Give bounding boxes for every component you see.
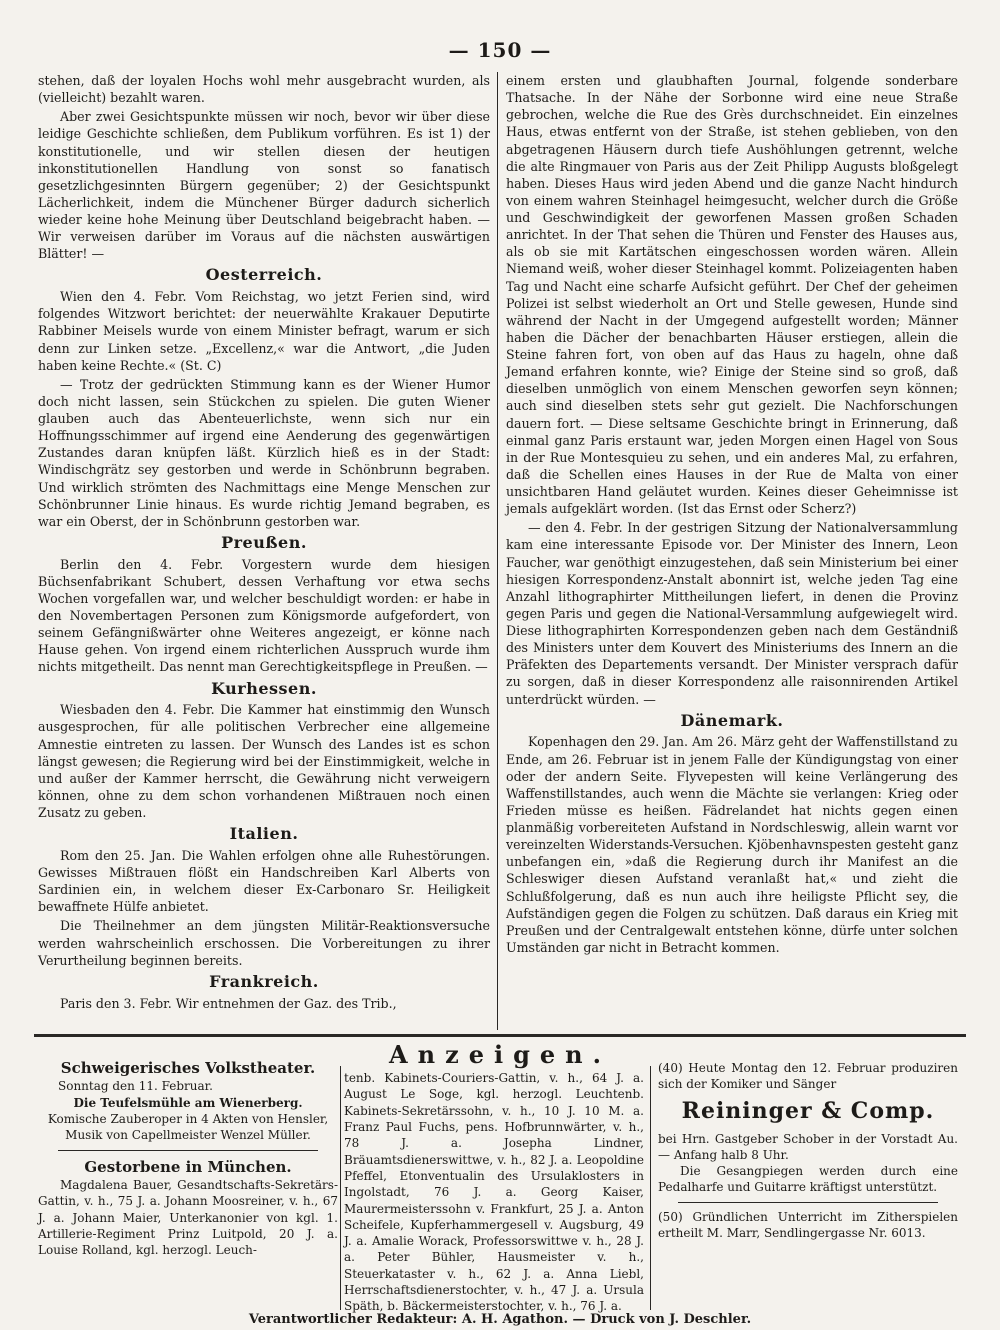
article-paragraph: Wiesbaden den 4. Febr. Die Kammer hat einstimmig den Wunsch ausgesprochen, für alle politischen Verbrecher eine allgemeine Amnestie eintreten zu lassen. Der Wunsch des Landes ist es schon längst gewesen; die Regierung wird bei der Einstimmigkeit, welche in und außer der Kammer herrscht, die Gewährung nicht verweigern können, ohne zu dem schon vorhandenen Mißtrauen noch einen Zusatz zu geben. [38,702,490,820]
ad40-text: (40) Heute Montag den 12. Februar produziren sich der Komiker und Sänger [658,1061,958,1092]
page-number: — 150 — [448,38,552,62]
ad-column-divider-left [340,1066,341,1310]
deaths-list-mid: tenb. Kabinets-Couriers-Gattin, v. h., 64 J. a. August Le Soge, kgl. herzogl. Leuchtenb. Kabinets-Sekretärssohn, v. h., 10 J. 10 M. a. Franz Paul Fuchs, pens. Hofbrunnwärter, v. h., 78 J. a. Josepha Lindner, Bräuamtsdienerswittwe, v. h., 82 J. a. Leopoldine Pfeffel, Etonventualin des Ursulaklosters in Ingolstadt, 76 J. a. Georg Kaiser, Maurermeisterssohn v. Frankfurt, 25 J. a. Anton Scheifele, Kupferhammergesell v. Augsburg, 49 J. a. Amalie Worack, Professorswittwe v. h., 28 J. a. Peter Bühler, Hausmeister v. h., Steuerkataster v. h., 62 J. a. Anna Liebl, Herrschaftsdienerstochter, v. h., 47 J. a. Ursula Späth, b. Bäckermeisterstochter, v. h., 76 J. a. [344,1071,644,1314]
article-paragraph: Wien den 4. Febr. Vom Reichstag, wo jetzt Ferien sind, wird folgendes Witzwort berichtet: der neuerwählte Krakauer Deputirte Rabbiner Meisels wurde von einem Minister befragt, warum er sich denn zur Linken setze. „Excellenz,« war die Antwort, „die Juden haben keine Rechte.« (St. C) [38,289,490,373]
article-paragraph: — den 4. Febr. In der gestrigen Sitzung der Nationalversammlung kam eine interessante Episode vor. Der Minister des Innern, Leon Faucher, war genöthigt einzugestehen, daß sein Ministerium bei einer hiesigen Korrespondenz-Anstalt abonnirt ist, welche jeden Tag eine Anzahl lithographirter Mittheilungen liefert, in denen die Provinz gegen Paris und gegen die National-Versammlung aufgewiegelt wird. Diese lithographirten Korrespondenzen geben nach dem Geständniß des Ministers unter dem Kouvert des Ministeriums des Innern an die Präfekten des Departements versandt. Der Minister versprach dafür zu sorgen, daß in dieser Korrespondenz alle raisonnirenden Artikel unterdrückt würden. — [506,520,958,707]
article-paragraph: stehen, daß der loyalen Hochs wohl mehr ausgebracht wurden, als (vielleicht) bezahlt waren. [38,73,490,106]
section-heading: Dänemark. [680,710,784,730]
left-column [38,72,490,1014]
article-paragraph: Kopenhagen den 29. Jan. Am 26. März geht der Waffenstillstand zu Ende, am 26. Februar ist in jenem Falle der Kündigungstag von einer oder der andern Seite. Flyvepesten will keine Verlängerung des Waffenstillstandes, auch wenn die Mächte sie verlangen: Krieg oder Frieden müsse es heißen. Fädrelandet hat nichts gegen einen planmäßig vorbereiteten Aufstand in Nordschleswig, allein warnt vor vereinzelten Widerstands-Versuchen. Kjöbenhavnspesten gesteht ganz unbefangen ein, »daß die Regierung durch ihr Manifest an die Schleswiger diesen Aufstand veranlaßt hat,« und zieht die Schlußfolgerung, daß es nun auch ihre heiligste Pflicht sey, die Aufständigen gegen die Folgen zu schützen. Daß daraus ein Krieg mit Preußen und der Centralgewalt entstehen könne, dürfe unter solchen Umständen gar nicht in Betracht kommen. [506,734,958,955]
column-divider [497,72,498,1030]
ad40-music: Die Gesangpiegen werden durch eine Pedalharfe und Guitarre kräftigst unterstützt. [658,1164,958,1195]
footer-imprint: Verantwortlicher Redakteur: A. H. Agathon. — Druck von J. Deschler. [248,1312,752,1327]
right-column [506,72,958,958]
article-paragraph: einem ersten und glaubhaften Journal, folgende sonderbare Thatsache. In der Nähe der Sorbonne wird eine neue Straße gebrochen, welche die Rue des Grès durchschneidet. Ein einzelnes Haus, etwas entfernt von der Straße, ist stehen geblieben, von den abgetragenen Häusern durch tiefe Aushöhlungen getrennt, welche die alte Ringmauer von Paris aus der Zeit Philipp Augusts bloßgelegt haben. Dieses Haus wird jeden Abend und die ganze Nacht hindurch von einem wahren Steinhagel heimgesucht, welcher durch die Größe und Geschwindigkeit der geworfenen Massen großen Schaden anrichtet. In der That sehen die Thüren und Fenster des Hauses aus, als ob sie mit Kartätschen eingeschossen worden wären. Allein Niemand weiß, woher dieser Steinhagel kommt. Polizeiagenten haben Tag und Nacht eine scharfe Aufsicht geführt. Der Chef der geheimen Polizei ist selbst wiederholt an Ort und Stelle gewesen, Hunde sind während der Nacht in der Umgegend aufgestellt worden; Männer haben die Dächer der benachbarten Häuser erstiegen, allein die Steine fahren fort, von oben auf das Haus zu hageln, ohne daß Jemand erfahren konnte, wie? Einige der Steine sind so groß, daß dieselben unmöglich von einem Menschen geworfen seyn können; auch sind dieselben stets sehr gut gezielt. Die Nachforschungen dauern fort. — Diese seltsame Geschichte bringt in Erinnerung, daß einmal ganz Paris erstaunt war, jeden Morgen einen Hagel von Sous in der Rue Montesquieu zu sehen, und ein anderes Mal, zu erfahren, daß die Schellen eines Hauses in der Rue de Malta von einer unsichtbaren Hand geläutet wurden. Keines dieser Geheimnisse ist jemals aufgeklärt worden. (Ist das Ernst oder Scherz?) [506,73,958,517]
section-heading: Preußen. [221,532,307,552]
ad-column-divider-right [650,1066,651,1310]
deaths-title: Gestorbene in München. [84,1157,292,1176]
theater-title: Schweigerisches Volkstheater. [60,1059,316,1077]
ad40-name: Reininger & Comp. [681,1097,935,1124]
article-paragraph: Paris den 3. Febr. Wir entnehmen der Gaz. des Trib., [60,995,397,1011]
theater-date: Sonntag den 11. Februar. [58,1079,213,1094]
ads-title: Anzeigen. [389,1040,611,1069]
article-paragraph: Die Theilnehmer an dem jüngsten Militär-Reaktionsversuche werden wahrscheinlich erschossen. Die Vorbereitungen zu ihrer Verurtheilung beginnen bereits. [38,918,490,968]
ad50-text: (50) Gründlichen Unterricht im Zitherspielen ertheilt M. Marr, Sendlingergasse Nr. 6013. [658,1209,958,1241]
section-heading: Oesterreich. [205,265,323,285]
ad-performance [658,1060,958,1241]
ad-separator-2 [678,1202,938,1203]
ads-divider-top-thin [34,1036,966,1037]
theater-desc: Komische Zauberoper in 4 Akten von Hensler, Musik von Capellmeister Wenzel Müller. [47,1112,329,1143]
ad-deaths-continued [344,1070,644,1315]
section-heading: Kurhessen. [211,678,317,698]
ad40-venue: bei Hrn. Gastgeber Schober in der Vorstadt Au. — Anfang halb 8 Uhr. [658,1131,958,1162]
section-heading: Frankreich. [209,971,319,991]
section-heading: Italien. [229,824,299,844]
article-paragraph: Aber zwei Gesichtspunkte müssen wir noch, bevor wir über diese leidige Geschichte schließen, dem Publikum vorführen. Es ist 1) der konstitutionelle, und wir stellen diesen der heutigen inkonstitutionellen Handlung von sonst so fanatisch gesetzlichgesinnten Bürgern gegenüber; 2) der Gesichtspunkt Lächerlichkeit, indem die Münchener Bürger dadurch sicherlich wieder keine hohe Meinung über Deutschland beigebracht haben. — Wir verweisen darüber im Voraus auf die nächsten auswärtigen Blätter! — [38,109,490,262]
deaths-list-left: Magdalena Bauer, Gesandtschafts-Sekretärs-Gattin, v. h., 75 J. a. Johann Moosreiner, v. h., 67 J. a. Johann Maier, Unterkanonier von kgl. 1. Artillerie-Regiment Prinz Luitpold, 20 J. a. Louise Rolland, kgl. herzogl. Leuch- [38,1178,338,1258]
theater-play: Die Teufelsmühle am Wienerberg. [73,1095,303,1110]
article-paragraph: Berlin den 4. Febr. Vorgestern wurde dem hiesigen Büchsenfabrikant Schubert, dessen Verhaftung vor etwa sechs Wochen vorgefallen war, und welcher beschuldigt worden: er habe in den Novembertagen Personen zum Königsmorde aufgefordert, von seinem Gefängnißwärter ohne Weiteres angezeigt, er könne nach Hause gehen. Von irgend einem richterlichen Ausspruch wurde ihm nichts mitgetheilt. Das nennt man Gerechtigkeitspflege in Preußen. — [38,556,490,675]
article-paragraph: — Trotz der gedrückten Stimmung kann es der Wiener Humor doch nicht lassen, sein Stückchen zu spielen. Die guten Wiener glauben auch das Abenteuerlichste, wenn sich nur ein Hoffnungsschimmer auf irgend eine Aenderung des gegenwärtigen Zustandes daran knüpfen läßt. Kürzlich hieß es in der Stadt: Windischgrätz sey gestorben und werde in Schönbrunn begraben. Und wirklich strömten des Nachmittags eine Menge Menschen zur Schönbrunner Linie hinaus. Es wurde richtig Jemand begraben, es war ein Oberst, der in Schönbrunn gestorben war. [38,376,490,529]
ad-separator [58,1150,318,1151]
article-paragraph: Rom den 25. Jan. Die Wahlen erfolgen ohne alle Ruhestörungen. Gewisses Mißtrauen flößt ein Handschreiben Karl Alberts von Sardinien ein, in welchem dieser Ex-Carbonaro Sr. Heiligkeit bewaffnete Hülfe anbietet. [38,847,490,915]
ad-theater [38,1058,338,1259]
